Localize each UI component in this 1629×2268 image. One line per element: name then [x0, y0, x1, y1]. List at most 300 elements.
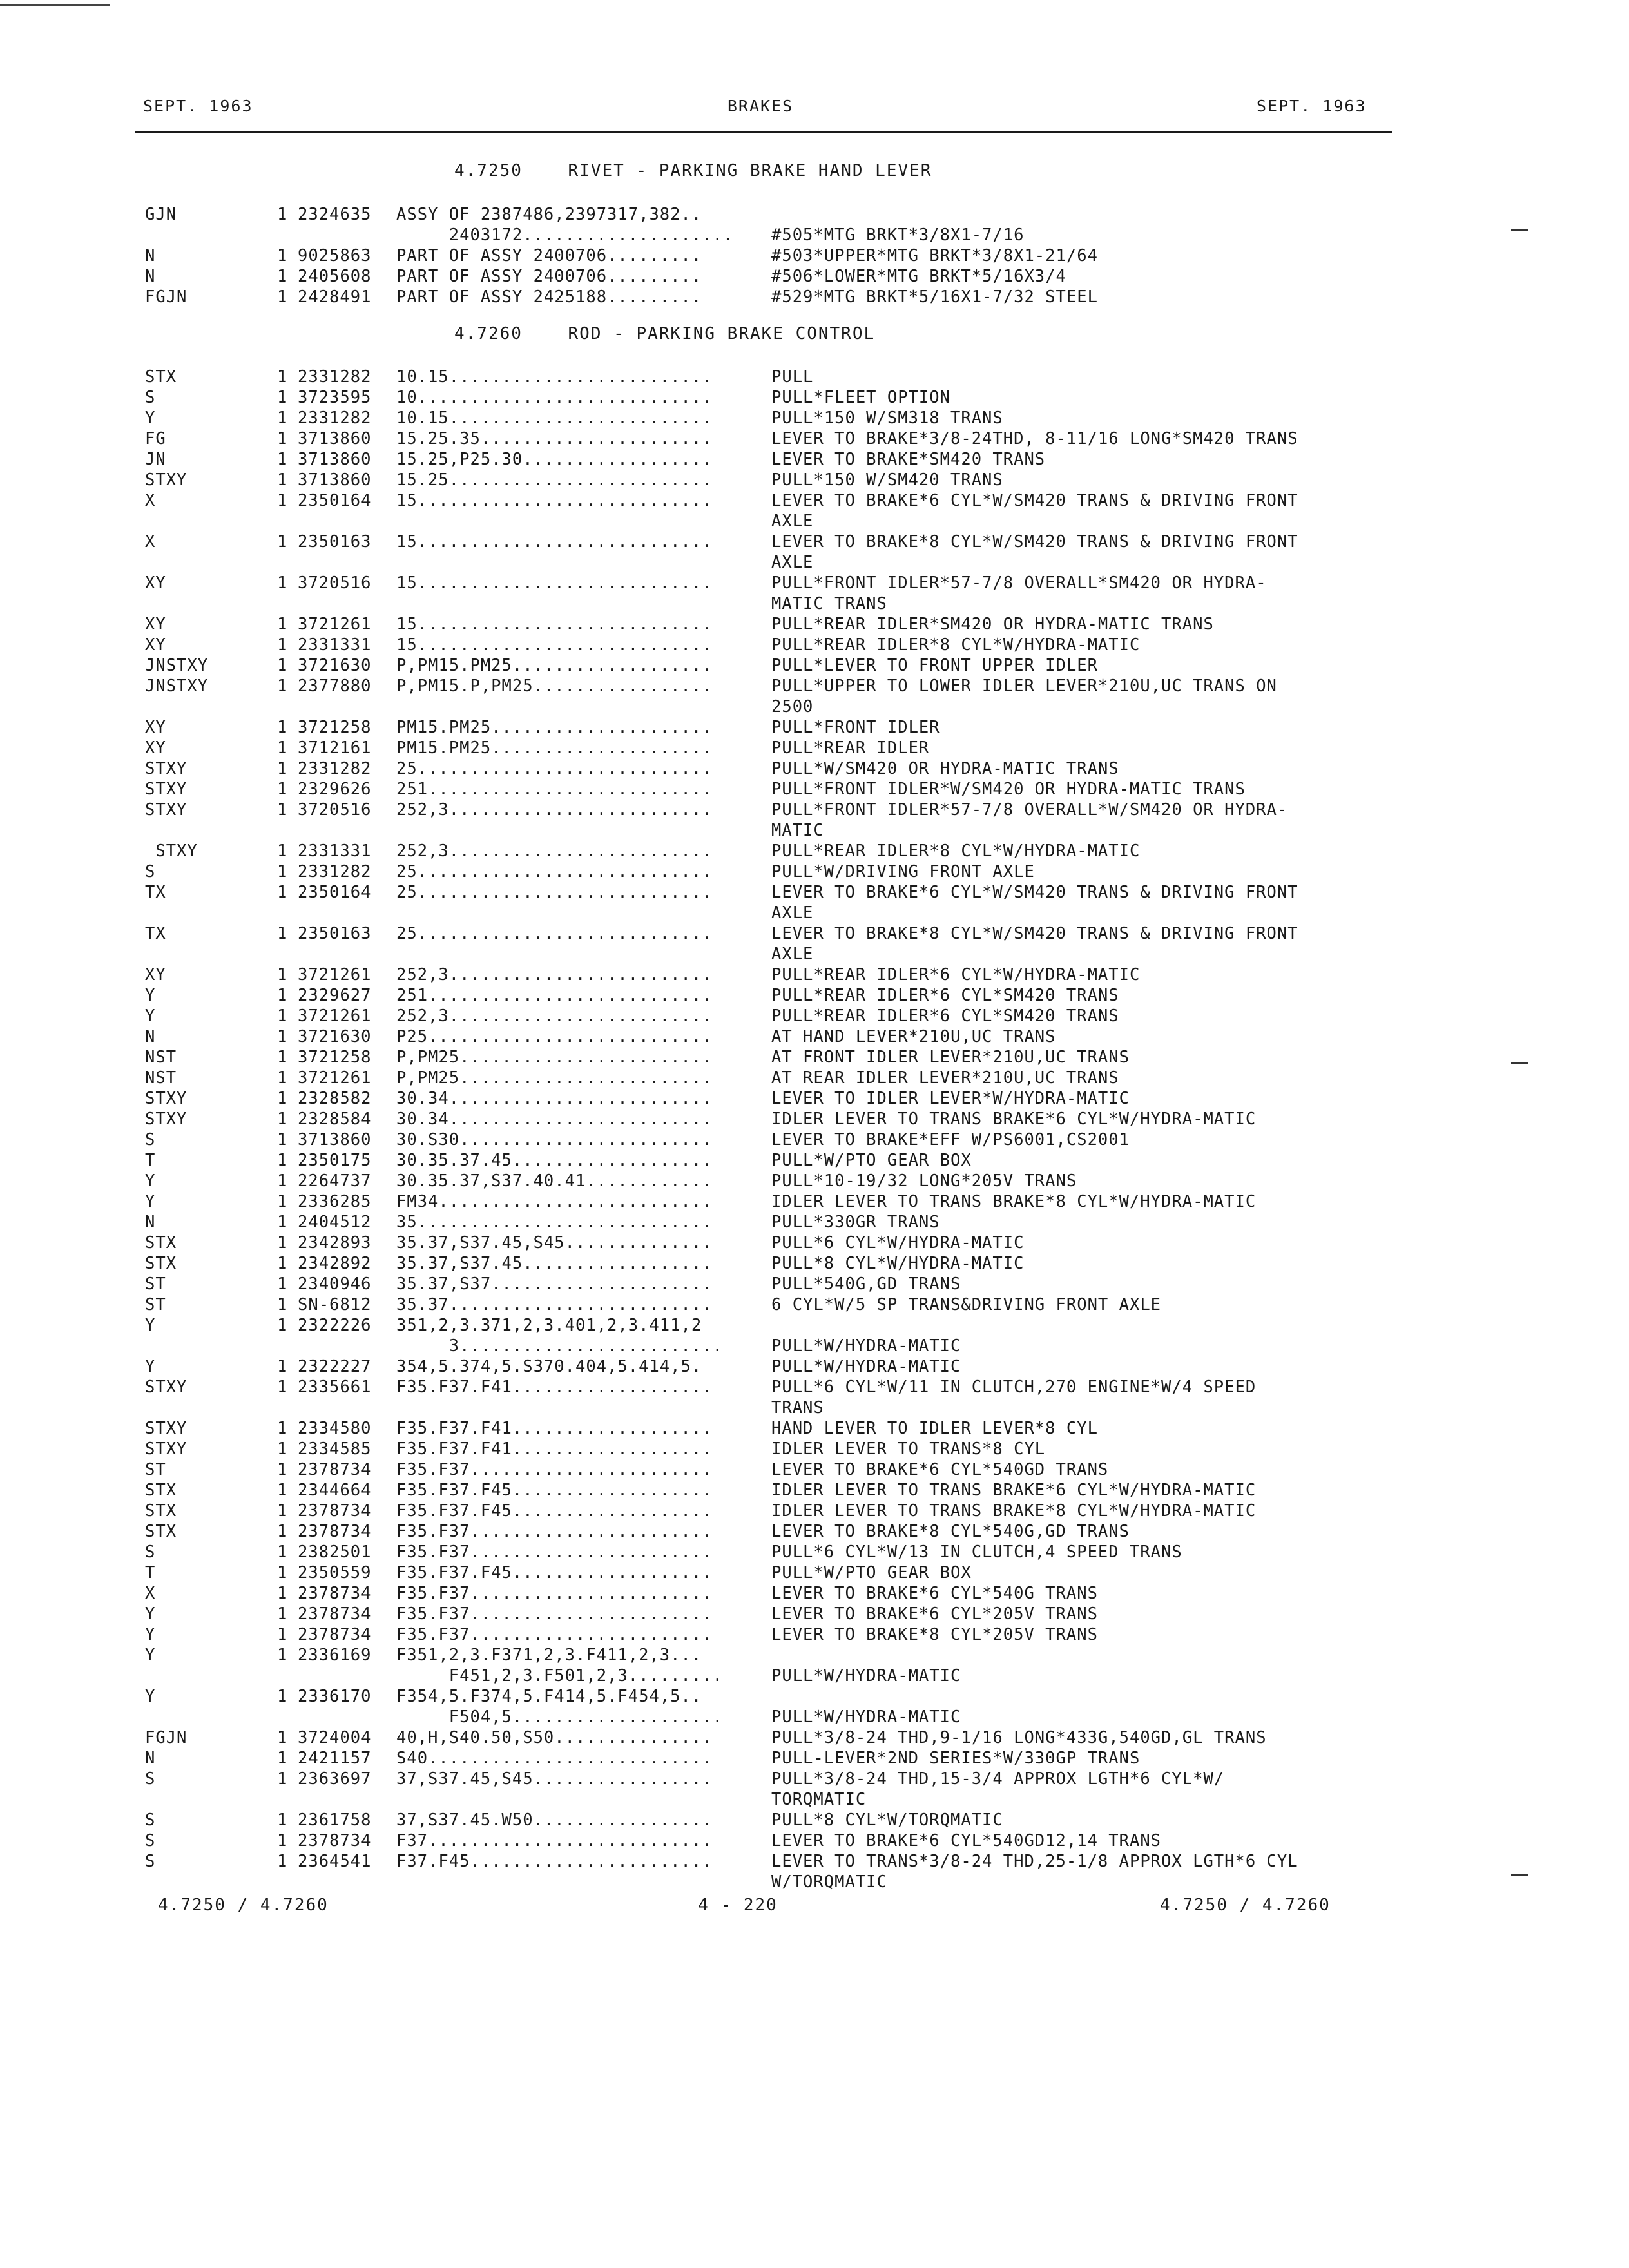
row-part-number: 2342892: [298, 1254, 372, 1273]
row-description: PULL*REAR IDLER*8 CYL*W/HYDRA-MATIC: [771, 635, 1141, 655]
table-row: [0, 965, 1629, 986]
row-description: PULL*330GR TRANS: [771, 1213, 940, 1232]
table-row: [0, 821, 1629, 841]
row-quantity: 1: [277, 573, 288, 593]
row-models: XY: [145, 965, 166, 985]
row-description: PULL*W/HYDRA-MATIC: [771, 1336, 961, 1356]
table-row: [0, 1439, 1629, 1460]
table-row: [0, 429, 1629, 450]
row-description: PULL*150 W/SM318 TRANS: [771, 408, 1003, 428]
row-quantity: 1: [277, 532, 288, 552]
row-quantity: 1: [277, 1769, 288, 1789]
row-models: FGJN: [145, 1728, 188, 1747]
row-part-number: 2328584: [298, 1110, 372, 1129]
row-application: PART OF ASSY 2400706.........: [396, 246, 702, 265]
row-application: 15............................: [396, 573, 713, 593]
row-models: XY: [145, 718, 166, 737]
table-row: [0, 841, 1629, 862]
row-description: LEVER TO IDLER LEVER*W/HYDRA-MATIC: [771, 1089, 1130, 1108]
table-row: [0, 924, 1629, 945]
row-quantity: 1: [277, 1460, 288, 1479]
row-application: 15............................: [396, 532, 713, 552]
row-quantity: 1: [277, 470, 288, 490]
row-part-number: 2405608: [298, 267, 372, 286]
row-part-number: SN-6812: [298, 1295, 372, 1314]
table-row: [0, 470, 1629, 491]
row-part-number: 2378734: [298, 1584, 372, 1603]
row-part-number: 2350175: [298, 1151, 372, 1170]
table-row: [0, 1687, 1629, 1707]
row-application: F35.F37.......................: [396, 1522, 713, 1541]
row-quantity: 1: [277, 1068, 288, 1088]
row-quantity: 1: [277, 965, 288, 985]
row-application: F35.F37.F41...................: [396, 1378, 713, 1397]
row-application: 35.37,S37.45,S45..............: [396, 1233, 713, 1253]
row-application: 30.34.........................: [396, 1089, 713, 1108]
row-part-number: 3721630: [298, 1027, 372, 1046]
row-part-number: 3721258: [298, 1048, 372, 1067]
row-quantity: 1: [277, 841, 288, 861]
header-section-title: BRAKES: [727, 97, 794, 115]
row-models: ST: [145, 1460, 166, 1479]
row-models: S: [145, 1130, 156, 1149]
row-description: W/TORQMATIC: [771, 1872, 887, 1892]
table-row: [0, 1666, 1629, 1687]
row-application: 252,3.........................: [396, 1006, 713, 1026]
table-row: [0, 553, 1629, 573]
table-row: [0, 1336, 1629, 1357]
row-models: ST: [145, 1295, 166, 1314]
row-models: FG: [145, 429, 166, 448]
row-description: LEVER TO BRAKE*8 CYL*W/SM420 TRANS & DRIVING FRONT: [771, 924, 1298, 943]
row-part-number: 2378734: [298, 1460, 372, 1479]
row-application: 40,H,S40.50,S50...............: [396, 1728, 713, 1747]
row-application: F351,2,3.F371,2,3.F411,2,3...: [396, 1646, 702, 1665]
table-row: [0, 594, 1629, 615]
row-quantity: 1: [277, 759, 288, 778]
row-description: PULL*W/HYDRA-MATIC: [771, 1666, 961, 1686]
row-quantity: 1: [277, 1625, 288, 1644]
row-part-number: 3721261: [298, 1068, 372, 1088]
row-quantity: 1: [277, 450, 288, 469]
row-models: STXY: [145, 1110, 188, 1129]
row-application: 25............................: [396, 883, 713, 902]
row-part-number: 3721261: [298, 615, 372, 634]
row-description: PULL*6 CYL*W/13 IN CLUTCH,4 SPEED TRANS: [771, 1542, 1182, 1562]
row-application: P25...........................: [396, 1027, 713, 1046]
row-part-number: 3721261: [298, 1006, 372, 1026]
table-row: [0, 1790, 1629, 1811]
row-part-number: 2428491: [298, 287, 372, 307]
row-part-number: 2378734: [298, 1625, 372, 1644]
row-quantity: 1: [277, 1646, 288, 1665]
row-description: PULL*FRONT IDLER*57-7/8 OVERALL*W/SM420 OR HYDRA-: [771, 800, 1288, 820]
row-models: N: [145, 246, 156, 265]
table-row: [0, 1254, 1629, 1274]
table-row: [0, 986, 1629, 1006]
row-description: PULL*FRONT IDLER*57-7/8 OVERALL*SM420 OR HYDRA-: [771, 573, 1267, 593]
table-row: [0, 1604, 1629, 1625]
row-quantity: 1: [277, 1089, 288, 1108]
row-models: JNSTXY: [145, 677, 209, 696]
table-row: [0, 800, 1629, 821]
row-models: S: [145, 1852, 156, 1871]
parts-table-4-7250: [0, 205, 1629, 308]
row-part-number: 2350559: [298, 1563, 372, 1582]
row-models: T: [145, 1151, 156, 1170]
table-row: [0, 1274, 1629, 1295]
row-models: S: [145, 1831, 156, 1850]
row-models: STX: [145, 1481, 177, 1500]
table-row: [0, 1233, 1629, 1254]
table-row: [0, 1151, 1629, 1171]
row-part-number: 2342893: [298, 1233, 372, 1253]
row-application: 15............................: [396, 615, 713, 634]
table-row: [0, 1295, 1629, 1316]
row-part-number: 3720516: [298, 573, 372, 593]
row-description: AXLE: [771, 945, 814, 964]
row-application: 15.25.35......................: [396, 429, 713, 448]
row-application: F35.F37.......................: [396, 1584, 713, 1603]
row-description: #529*MTG BRKT*5/16X1-7/32 STEEL: [771, 287, 1098, 307]
row-part-number: 2331331: [298, 635, 372, 655]
table-row: [0, 226, 1629, 246]
row-description: PULL*W/PTO GEAR BOX: [771, 1563, 972, 1582]
row-part-number: 3712161: [298, 738, 372, 758]
row-quantity: 1: [277, 1357, 288, 1376]
row-quantity: 1: [277, 1151, 288, 1170]
row-application: 3.........................: [396, 1336, 723, 1356]
row-part-number: 2328582: [298, 1089, 372, 1108]
table-row: [0, 1171, 1629, 1192]
table-row: [0, 1872, 1629, 1893]
row-models: ST: [145, 1274, 166, 1294]
row-quantity: 1: [277, 862, 288, 881]
table-row: [0, 1316, 1629, 1336]
row-application: 15.25.........................: [396, 470, 713, 490]
row-part-number: 3713860: [298, 470, 372, 490]
row-part-number: 2331282: [298, 862, 372, 881]
row-application: 35.37,S37.....................: [396, 1274, 713, 1294]
row-quantity: 1: [277, 1749, 288, 1768]
row-part-number: 2382501: [298, 1542, 372, 1562]
row-application: 15............................: [396, 491, 713, 510]
table-row: [0, 287, 1629, 308]
row-description: PULL*8 CYL*W/TORQMATIC: [771, 1811, 1003, 1830]
row-description: LEVER TO TRANS*3/8-24 THD,25-1/8 APPROX LGTH*6 CYL: [771, 1852, 1298, 1871]
table-row: [0, 738, 1629, 759]
row-models: NST: [145, 1048, 177, 1067]
row-quantity: 1: [277, 1316, 288, 1335]
table-row: [0, 367, 1629, 388]
row-part-number: 2335661: [298, 1378, 372, 1397]
row-application: F35.F37.......................: [396, 1604, 713, 1624]
table-row: [0, 1831, 1629, 1852]
row-part-number: 2331282: [298, 759, 372, 778]
row-application: F35.F37.F45...................: [396, 1481, 713, 1500]
row-description: PULL*REAR IDLER*8 CYL*W/HYDRA-MATIC: [771, 841, 1141, 861]
row-models: JN: [145, 450, 166, 469]
header-date-right: SEPT. 1963: [1257, 97, 1367, 115]
section-title-4-7260: 4.7260 ROD - PARKING BRAKE CONTROL: [454, 324, 876, 343]
row-models: TX: [145, 924, 166, 943]
row-models: STXY: [145, 841, 198, 861]
row-quantity: 1: [277, 1048, 288, 1067]
table-row: [0, 1213, 1629, 1233]
row-quantity: 1: [277, 267, 288, 286]
row-part-number: 2322227: [298, 1357, 372, 1376]
row-description: PULL*10-19/32 LONG*205V TRANS: [771, 1171, 1077, 1191]
row-models: N: [145, 1749, 156, 1768]
row-models: STX: [145, 1254, 177, 1273]
row-quantity: 1: [277, 429, 288, 448]
row-quantity: 1: [277, 1811, 288, 1830]
row-quantity: 1: [277, 1563, 288, 1582]
row-description: IDLER LEVER TO TRANS BRAKE*6 CYL*W/HYDRA-MATIC: [771, 1481, 1257, 1500]
row-part-number: 2350164: [298, 491, 372, 510]
row-description: AT REAR IDLER LEVER*210U,UC TRANS: [771, 1068, 1119, 1088]
table-row: [0, 635, 1629, 656]
row-models: XY: [145, 635, 166, 655]
row-models: STX: [145, 367, 177, 387]
row-quantity: 1: [277, 388, 288, 407]
row-description: LEVER TO BRAKE*6 CYL*540GD12,14 TRANS: [771, 1831, 1162, 1850]
row-part-number: 2329627: [298, 986, 372, 1005]
row-description: LEVER TO BRAKE*6 CYL*540GD TRANS: [771, 1460, 1109, 1479]
table-row: [0, 1006, 1629, 1027]
row-models: Y: [145, 1625, 156, 1644]
row-quantity: 1: [277, 1171, 288, 1191]
row-models: S: [145, 1811, 156, 1830]
row-application: P,PM25........................: [396, 1068, 713, 1088]
row-models: X: [145, 532, 156, 552]
row-application: 35.37.........................: [396, 1295, 713, 1314]
row-quantity: 1: [277, 718, 288, 737]
row-description: AXLE: [771, 553, 814, 572]
row-part-number: 2336285: [298, 1192, 372, 1211]
table-row: [0, 267, 1629, 287]
row-quantity: 1: [277, 1378, 288, 1397]
row-models: N: [145, 1027, 156, 1046]
row-models: NST: [145, 1068, 177, 1088]
row-description: PULL*REAR IDLER*6 CYL*SM420 TRANS: [771, 1006, 1119, 1026]
row-models: N: [145, 267, 156, 286]
table-row: [0, 1584, 1629, 1604]
row-quantity: 1: [277, 924, 288, 943]
row-description: IDLER LEVER TO TRANS BRAKE*6 CYL*W/HYDRA-MATIC: [771, 1110, 1257, 1129]
table-row: [0, 1811, 1629, 1831]
footer-section-range-left: 4.7250 / 4.7260: [158, 1896, 329, 1915]
row-application: F35.F37.......................: [396, 1542, 713, 1562]
row-part-number: 3713860: [298, 1130, 372, 1149]
row-part-number: 2344664: [298, 1481, 372, 1500]
row-application: 30.35.37,S37.40.41............: [396, 1171, 713, 1191]
row-quantity: 1: [277, 1439, 288, 1459]
table-row: [0, 388, 1629, 408]
row-models: STXY: [145, 1439, 188, 1459]
row-description: 6 CYL*W/5 SP TRANS&DRIVING FRONT AXLE: [771, 1295, 1162, 1314]
row-part-number: 2336169: [298, 1646, 372, 1665]
row-models: X: [145, 491, 156, 510]
row-quantity: 1: [277, 1130, 288, 1149]
row-part-number: 2404512: [298, 1213, 372, 1232]
row-application: 252,3.........................: [396, 800, 713, 820]
row-models: STXY: [145, 759, 188, 778]
row-description: IDLER LEVER TO TRANS BRAKE*8 CYL*W/HYDRA-MATIC: [771, 1192, 1257, 1211]
row-part-number: 2364541: [298, 1852, 372, 1871]
row-description: PULL*3/8-24 THD,15-3/4 APPROX LGTH*6 CYL*W/: [771, 1769, 1225, 1789]
row-models: XY: [145, 615, 166, 634]
row-quantity: 1: [277, 986, 288, 1005]
table-row: [0, 1068, 1629, 1089]
row-part-number: 2322226: [298, 1316, 372, 1335]
row-application: F35.F37.F41...................: [396, 1439, 713, 1459]
row-application: F354,5.F374,5.F414,5.F454,5..: [396, 1687, 702, 1706]
row-description: MATIC: [771, 821, 824, 840]
table-row: [0, 1542, 1629, 1563]
row-description: PULL*6 CYL*W/11 IN CLUTCH,270 ENGINE*W/4 SPEED: [771, 1378, 1257, 1397]
row-part-number: 2329626: [298, 780, 372, 799]
row-part-number: 2331282: [298, 367, 372, 387]
row-description: LEVER TO BRAKE*8 CYL*540G,GD TRANS: [771, 1522, 1130, 1541]
table-row: [0, 677, 1629, 697]
row-part-number: 2421157: [298, 1749, 372, 1768]
row-description: LEVER TO BRAKE*3/8-24THD, 8-11/16 LONG*SM420 TRANS: [771, 429, 1298, 448]
row-application: F35.F37.F45...................: [396, 1563, 713, 1582]
table-row: [0, 656, 1629, 677]
row-description: PULL*UPPER TO LOWER IDLER LEVER*210U,UC TRANS ON: [771, 677, 1277, 696]
row-models: Y: [145, 1604, 156, 1624]
row-quantity: 1: [277, 1110, 288, 1129]
table-row: [0, 573, 1629, 594]
row-description: PULL: [771, 367, 814, 387]
row-application: 351,2,3.371,2,3.401,2,3.411,2: [396, 1316, 702, 1335]
row-models: STX: [145, 1522, 177, 1541]
table-row: [0, 903, 1629, 924]
row-application: 25............................: [396, 862, 713, 881]
row-description: #503*UPPER*MTG BRKT*3/8X1-21/64: [771, 246, 1098, 265]
row-models: Y: [145, 1006, 156, 1026]
row-models: Y: [145, 1316, 156, 1335]
row-models: X: [145, 1584, 156, 1603]
table-row: [0, 615, 1629, 635]
row-description: PULL*150 W/SM420 TRANS: [771, 470, 1003, 490]
row-description: PULL*3/8-24 THD,9-1/16 LONG*433G,540GD,GL TRANS: [771, 1728, 1267, 1747]
header-date-left: SEPT. 1963: [143, 97, 253, 115]
row-quantity: 1: [277, 408, 288, 428]
row-application: 10............................: [396, 388, 713, 407]
row-quantity: 1: [277, 491, 288, 510]
row-application: F504,5....................: [396, 1707, 723, 1727]
row-application: 251...........................: [396, 986, 713, 1005]
row-part-number: 2350164: [298, 883, 372, 902]
row-application: P,PM25........................: [396, 1048, 713, 1067]
row-part-number: 2334585: [298, 1439, 372, 1459]
row-part-number: 3720516: [298, 800, 372, 820]
row-models: Y: [145, 986, 156, 1005]
table-row: [0, 1027, 1629, 1048]
table-row: [0, 491, 1629, 512]
row-part-number: 3724004: [298, 1728, 372, 1747]
row-quantity: 1: [277, 677, 288, 696]
row-quantity: 1: [277, 615, 288, 634]
row-description: #506*LOWER*MTG BRKT*5/16X3/4: [771, 267, 1066, 286]
row-description: PULL*LEVER TO FRONT UPPER IDLER: [771, 656, 1098, 675]
row-models: FGJN: [145, 287, 188, 307]
row-description: AT HAND LEVER*210U,UC TRANS: [771, 1027, 1056, 1046]
row-quantity: 1: [277, 246, 288, 265]
table-row: [0, 408, 1629, 429]
row-quantity: 1: [277, 1295, 288, 1314]
margin-tick: [1511, 1062, 1528, 1064]
table-row: [0, 1728, 1629, 1749]
table-row: [0, 450, 1629, 470]
row-models: T: [145, 1563, 156, 1582]
row-quantity: 1: [277, 1522, 288, 1541]
table-row: [0, 246, 1629, 267]
row-part-number: 2334580: [298, 1419, 372, 1438]
row-application: 35............................: [396, 1213, 713, 1232]
row-models: S: [145, 1542, 156, 1562]
row-application: 15............................: [396, 635, 713, 655]
row-quantity: 1: [277, 1233, 288, 1253]
row-models: STXY: [145, 800, 188, 820]
row-part-number: 2336170: [298, 1687, 372, 1706]
row-quantity: 1: [277, 1274, 288, 1294]
row-description: PULL*FRONT IDLER: [771, 718, 940, 737]
row-part-number: 3721258: [298, 718, 372, 737]
row-application: F37.F45.......................: [396, 1852, 713, 1871]
row-description: IDLER LEVER TO TRANS BRAKE*8 CYL*W/HYDRA-MATIC: [771, 1501, 1257, 1521]
row-description: LEVER TO BRAKE*8 CYL*W/SM420 TRANS & DRIVING FRONT: [771, 532, 1298, 552]
row-part-number: 2331331: [298, 841, 372, 861]
row-part-number: 3713860: [298, 450, 372, 469]
row-description: AXLE: [771, 512, 814, 531]
table-row: [0, 697, 1629, 718]
row-application: 30.S30........................: [396, 1130, 713, 1149]
row-description: PULL*W/SM420 OR HYDRA-MATIC TRANS: [771, 759, 1119, 778]
row-application: PART OF ASSY 2400706.........: [396, 267, 702, 286]
row-part-number: 2378734: [298, 1604, 372, 1624]
row-description: PULL*REAR IDLER*6 CYL*W/HYDRA-MATIC: [771, 965, 1141, 985]
row-application: F35.F37.F41...................: [396, 1419, 713, 1438]
row-description: LEVER TO BRAKE*6 CYL*540G TRANS: [771, 1584, 1098, 1603]
row-description: 2500: [771, 697, 814, 716]
row-description: #505*MTG BRKT*3/8X1-7/16: [771, 226, 1025, 245]
header-rule: [135, 131, 1392, 133]
row-models: S: [145, 1769, 156, 1789]
row-quantity: 1: [277, 287, 288, 307]
table-row: [0, 512, 1629, 532]
row-part-number: 2350163: [298, 924, 372, 943]
row-application: 37,S37.45,S45.................: [396, 1769, 713, 1789]
row-part-number: 3723595: [298, 388, 372, 407]
table-row: [0, 1749, 1629, 1769]
row-models: Y: [145, 1171, 156, 1191]
row-application: 30.34.........................: [396, 1110, 713, 1129]
row-part-number: 2324635: [298, 205, 372, 224]
row-application: 252,3.........................: [396, 965, 713, 985]
row-application: FM34..........................: [396, 1192, 713, 1211]
row-quantity: 1: [277, 1501, 288, 1521]
row-part-number: 2377880: [298, 677, 372, 696]
row-application: 10.15.........................: [396, 408, 713, 428]
row-application: 25............................: [396, 759, 713, 778]
row-models: Y: [145, 408, 156, 428]
row-description: LEVER TO BRAKE*6 CYL*W/SM420 TRANS & DRIVING FRONT: [771, 491, 1298, 510]
row-quantity: 1: [277, 1584, 288, 1603]
row-quantity: 1: [277, 883, 288, 902]
